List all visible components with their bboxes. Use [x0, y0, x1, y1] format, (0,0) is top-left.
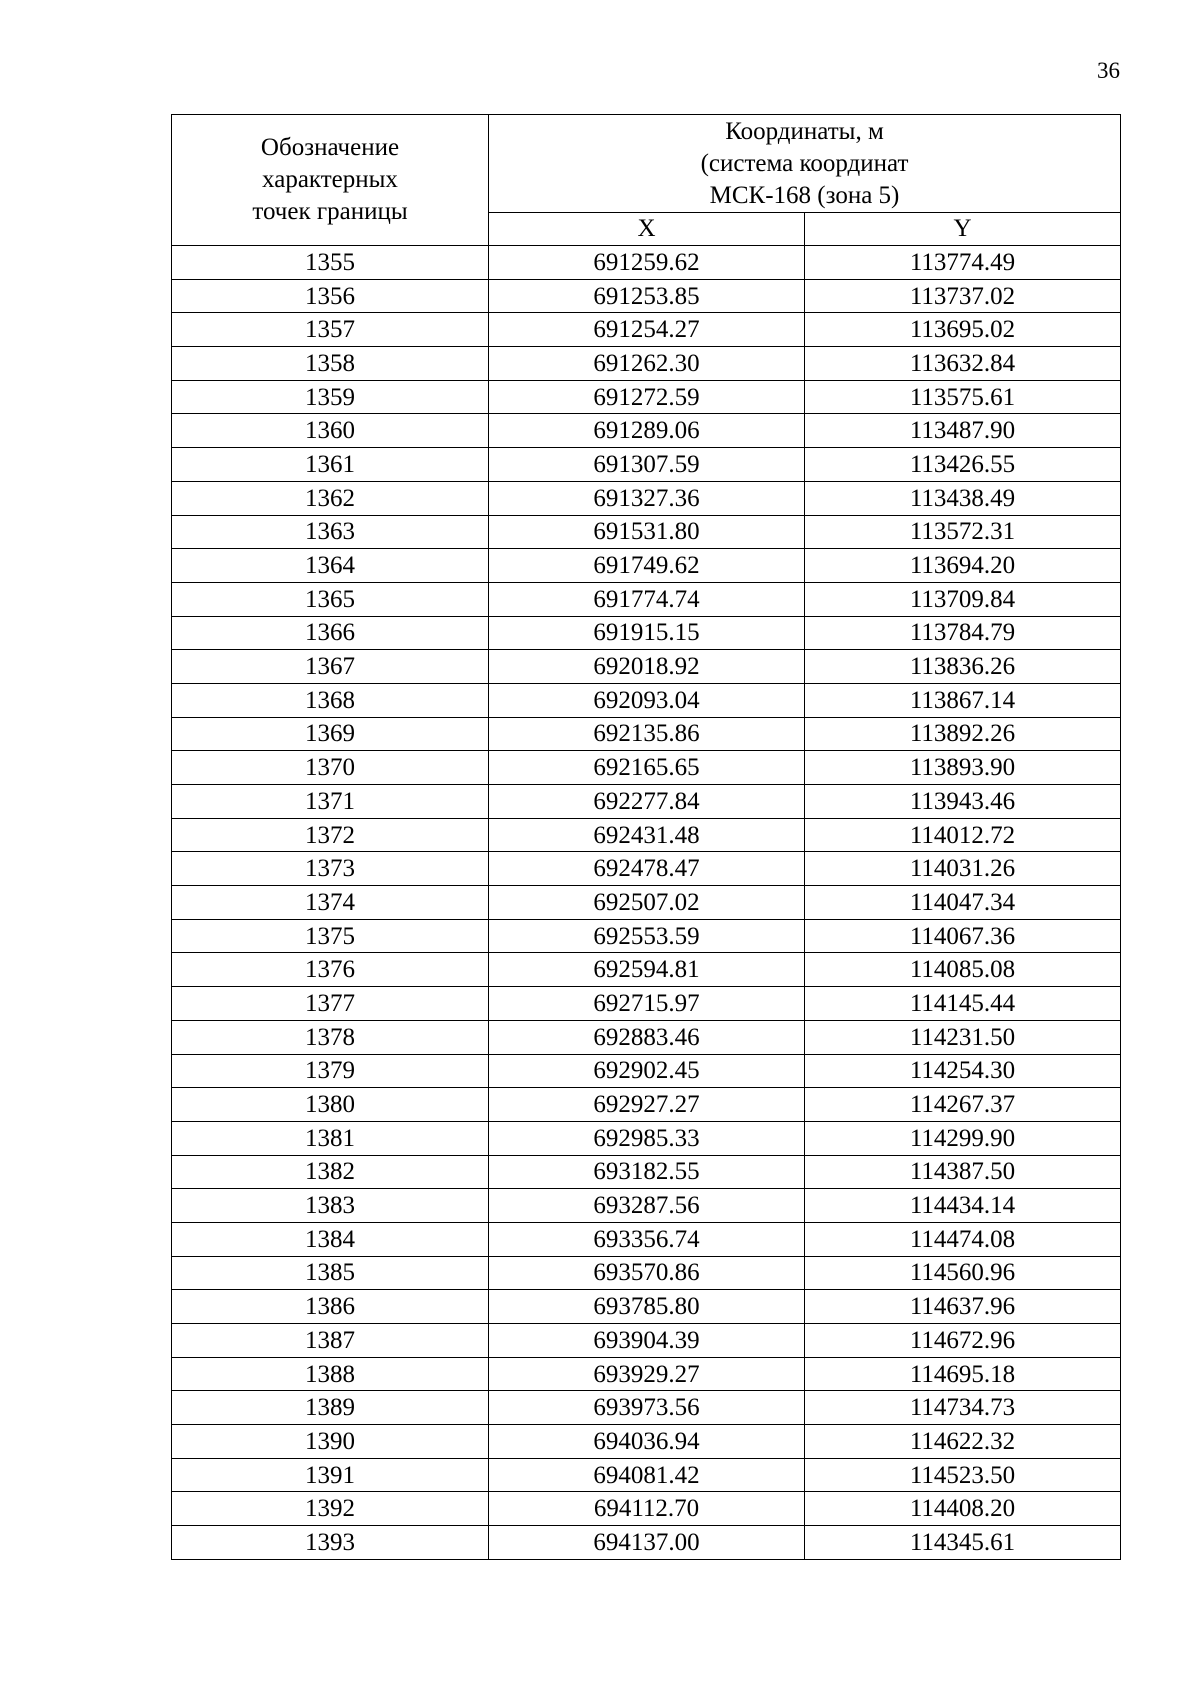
point-id-cell: 1373 — [172, 852, 489, 886]
table-row — [172, 1256, 1121, 1290]
table-row — [172, 1357, 1121, 1391]
coord-y-cell: 114267.37 — [805, 1088, 1121, 1122]
point-id-cell: 1359 — [172, 380, 489, 414]
point-id-cell: 1384 — [172, 1222, 489, 1256]
table-row — [172, 1425, 1121, 1459]
table-row — [172, 919, 1121, 953]
coord-y-cell: 113836.26 — [805, 650, 1121, 684]
point-id-cell: 1382 — [172, 1155, 489, 1189]
coord-x-cell: 692135.86 — [489, 717, 805, 751]
table-row — [172, 1391, 1121, 1425]
coord-x-cell: 694137.00 — [489, 1526, 805, 1560]
point-id-cell: 1378 — [172, 1020, 489, 1054]
table-row — [172, 515, 1121, 549]
table-row — [172, 953, 1121, 987]
coord-x-cell: 692165.65 — [489, 751, 805, 785]
coord-y-cell: 113784.79 — [805, 616, 1121, 650]
coord-y-cell: 114672.96 — [805, 1324, 1121, 1358]
point-id-cell: 1381 — [172, 1121, 489, 1155]
coord-y-cell: 113695.02 — [805, 313, 1121, 347]
point-id-cell: 1368 — [172, 683, 489, 717]
coord-y-cell: 114637.96 — [805, 1290, 1121, 1324]
point-id-cell: 1389 — [172, 1391, 489, 1425]
coord-x-cell: 692927.27 — [489, 1088, 805, 1122]
table-body — [172, 246, 1121, 1560]
table-row — [172, 1526, 1121, 1560]
point-id-cell: 1386 — [172, 1290, 489, 1324]
point-id-cell: 1360 — [172, 414, 489, 448]
point-id-cell: 1385 — [172, 1256, 489, 1290]
point-id-cell: 1387 — [172, 1324, 489, 1358]
coord-x-cell: 693287.56 — [489, 1189, 805, 1223]
header-col-x: X — [489, 213, 805, 246]
coord-y-cell: 113438.49 — [805, 481, 1121, 515]
table-row — [172, 481, 1121, 515]
table-row — [172, 582, 1121, 616]
point-id-cell: 1362 — [172, 481, 489, 515]
coord-y-cell: 114695.18 — [805, 1357, 1121, 1391]
table-row — [172, 683, 1121, 717]
point-id-cell: 1372 — [172, 818, 489, 852]
coord-y-cell: 114067.36 — [805, 919, 1121, 953]
table-row — [172, 650, 1121, 684]
coord-x-cell: 691307.59 — [489, 448, 805, 482]
coord-x-cell: 691915.15 — [489, 616, 805, 650]
coord-y-cell: 114734.73 — [805, 1391, 1121, 1425]
table-row — [172, 1290, 1121, 1324]
coord-y-cell: 114408.20 — [805, 1492, 1121, 1526]
point-id-cell: 1369 — [172, 717, 489, 751]
table-row — [172, 616, 1121, 650]
table-row — [172, 279, 1121, 313]
table-row — [172, 1020, 1121, 1054]
table-row — [172, 414, 1121, 448]
point-id-cell: 1366 — [172, 616, 489, 650]
header-col-y: Y — [805, 213, 1121, 246]
table-header — [172, 115, 1121, 246]
coord-y-cell: 113893.90 — [805, 751, 1121, 785]
coord-x-cell: 691774.74 — [489, 582, 805, 616]
table-row — [172, 313, 1121, 347]
coord-x-cell: 694112.70 — [489, 1492, 805, 1526]
table-row — [172, 751, 1121, 785]
coord-x-cell: 691262.30 — [489, 347, 805, 381]
coord-x-cell: 692018.92 — [489, 650, 805, 684]
header-label-line: характерных — [262, 166, 398, 193]
coord-x-cell: 691531.80 — [489, 515, 805, 549]
table-row — [172, 717, 1121, 751]
coord-y-cell: 114031.26 — [805, 852, 1121, 886]
table-row — [172, 987, 1121, 1021]
table-row — [172, 1121, 1121, 1155]
coord-x-cell: 691253.85 — [489, 279, 805, 313]
table-row — [172, 1189, 1121, 1223]
coord-y-cell: 113709.84 — [805, 582, 1121, 616]
coord-x-cell: 691272.59 — [489, 380, 805, 414]
coord-y-cell: 113943.46 — [805, 785, 1121, 819]
coord-y-cell: 113892.26 — [805, 717, 1121, 751]
boundary-points-table — [171, 114, 1121, 1560]
table-row — [172, 852, 1121, 886]
coord-x-cell: 693570.86 — [489, 1256, 805, 1290]
table-row — [172, 1492, 1121, 1526]
coord-x-cell: 691259.62 — [489, 246, 805, 280]
header-coords-line: МСК-168 (зона 5) — [709, 181, 900, 209]
coord-y-cell: 114047.34 — [805, 886, 1121, 920]
table-row — [172, 818, 1121, 852]
point-id-cell: 1388 — [172, 1357, 489, 1391]
point-id-cell: 1375 — [172, 919, 489, 953]
point-id-cell: 1380 — [172, 1088, 489, 1122]
point-id-cell: 1358 — [172, 347, 489, 381]
table-row — [172, 1324, 1121, 1358]
table-row — [172, 347, 1121, 381]
coord-y-cell: 113426.55 — [805, 448, 1121, 482]
point-id-cell: 1361 — [172, 448, 489, 482]
coord-y-cell: 114387.50 — [805, 1155, 1121, 1189]
header-label-line: Обозначение — [260, 134, 400, 161]
coord-x-cell: 692715.97 — [489, 987, 805, 1021]
coord-y-cell: 114622.32 — [805, 1425, 1121, 1459]
coord-y-cell: 114299.90 — [805, 1121, 1121, 1155]
coord-x-cell: 693182.55 — [489, 1155, 805, 1189]
point-id-cell: 1393 — [172, 1526, 489, 1560]
table-row — [172, 886, 1121, 920]
coord-x-cell: 693929.27 — [489, 1357, 805, 1391]
point-id-cell: 1371 — [172, 785, 489, 819]
page-number: 36 — [1097, 58, 1120, 83]
coord-y-cell: 113774.49 — [805, 246, 1121, 280]
table-row — [172, 549, 1121, 583]
coord-x-cell: 692478.47 — [489, 852, 805, 886]
coord-y-cell: 113575.61 — [805, 380, 1121, 414]
point-id-cell: 1374 — [172, 886, 489, 920]
coord-y-cell: 113487.90 — [805, 414, 1121, 448]
table-row — [172, 1458, 1121, 1492]
point-id-cell: 1356 — [172, 279, 489, 313]
coord-x-cell: 693973.56 — [489, 1391, 805, 1425]
coord-x-cell: 691749.62 — [489, 549, 805, 583]
table-row — [172, 1222, 1121, 1256]
coord-x-cell: 692553.59 — [489, 919, 805, 953]
header-coords-line: Координаты, м — [725, 117, 884, 145]
coord-y-cell: 114145.44 — [805, 987, 1121, 1021]
coord-x-cell: 692883.46 — [489, 1020, 805, 1054]
coord-x-cell: 692985.33 — [489, 1121, 805, 1155]
coord-x-cell: 692093.04 — [489, 683, 805, 717]
coord-x-cell: 692902.45 — [489, 1054, 805, 1088]
point-id-cell: 1370 — [172, 751, 489, 785]
coord-y-cell: 114474.08 — [805, 1222, 1121, 1256]
coord-x-cell: 691254.27 — [489, 313, 805, 347]
point-id-cell: 1367 — [172, 650, 489, 684]
point-id-cell: 1391 — [172, 1458, 489, 1492]
coord-y-cell: 114434.14 — [805, 1189, 1121, 1223]
coord-y-cell: 114254.30 — [805, 1054, 1121, 1088]
coord-y-cell: 114085.08 — [805, 953, 1121, 987]
coord-x-cell: 694081.42 — [489, 1458, 805, 1492]
point-id-cell: 1390 — [172, 1425, 489, 1459]
coord-y-cell: 113737.02 — [805, 279, 1121, 313]
coord-x-cell: 691289.06 — [489, 414, 805, 448]
table-row — [172, 448, 1121, 482]
coord-x-cell: 692431.48 — [489, 818, 805, 852]
header-label-line: точек границы — [252, 198, 408, 225]
coord-x-cell: 694036.94 — [489, 1425, 805, 1459]
point-id-cell: 1392 — [172, 1492, 489, 1526]
coord-x-cell: 693904.39 — [489, 1324, 805, 1358]
coord-y-cell: 113632.84 — [805, 347, 1121, 381]
coord-x-cell: 693356.74 — [489, 1222, 805, 1256]
point-id-cell: 1357 — [172, 313, 489, 347]
coord-y-cell: 114231.50 — [805, 1020, 1121, 1054]
header-point-label — [172, 115, 489, 246]
coord-y-cell: 113867.14 — [805, 683, 1121, 717]
point-id-cell: 1377 — [172, 987, 489, 1021]
point-id-cell: 1379 — [172, 1054, 489, 1088]
coord-x-cell: 693785.80 — [489, 1290, 805, 1324]
point-id-cell: 1355 — [172, 246, 489, 280]
header-row-main — [172, 115, 1121, 213]
coord-x-cell: 692507.02 — [489, 886, 805, 920]
coord-x-cell: 692594.81 — [489, 953, 805, 987]
coord-y-cell: 114560.96 — [805, 1256, 1121, 1290]
point-id-cell: 1363 — [172, 515, 489, 549]
table-row — [172, 1054, 1121, 1088]
coord-y-cell: 114012.72 — [805, 818, 1121, 852]
header-coordinates — [489, 115, 1121, 213]
point-id-cell: 1364 — [172, 549, 489, 583]
coord-y-cell: 114523.50 — [805, 1458, 1121, 1492]
point-id-cell: 1383 — [172, 1189, 489, 1223]
coord-y-cell: 113694.20 — [805, 549, 1121, 583]
table-row — [172, 246, 1121, 280]
coord-y-cell: 113572.31 — [805, 515, 1121, 549]
coord-y-cell: 114345.61 — [805, 1526, 1121, 1560]
table-row — [172, 1088, 1121, 1122]
coord-x-cell: 692277.84 — [489, 785, 805, 819]
coord-x-cell: 691327.36 — [489, 481, 805, 515]
table-row — [172, 380, 1121, 414]
header-coords-line: (система координат — [700, 149, 909, 177]
point-id-cell: 1365 — [172, 582, 489, 616]
point-id-cell: 1376 — [172, 953, 489, 987]
table-row — [172, 785, 1121, 819]
table-row — [172, 1155, 1121, 1189]
